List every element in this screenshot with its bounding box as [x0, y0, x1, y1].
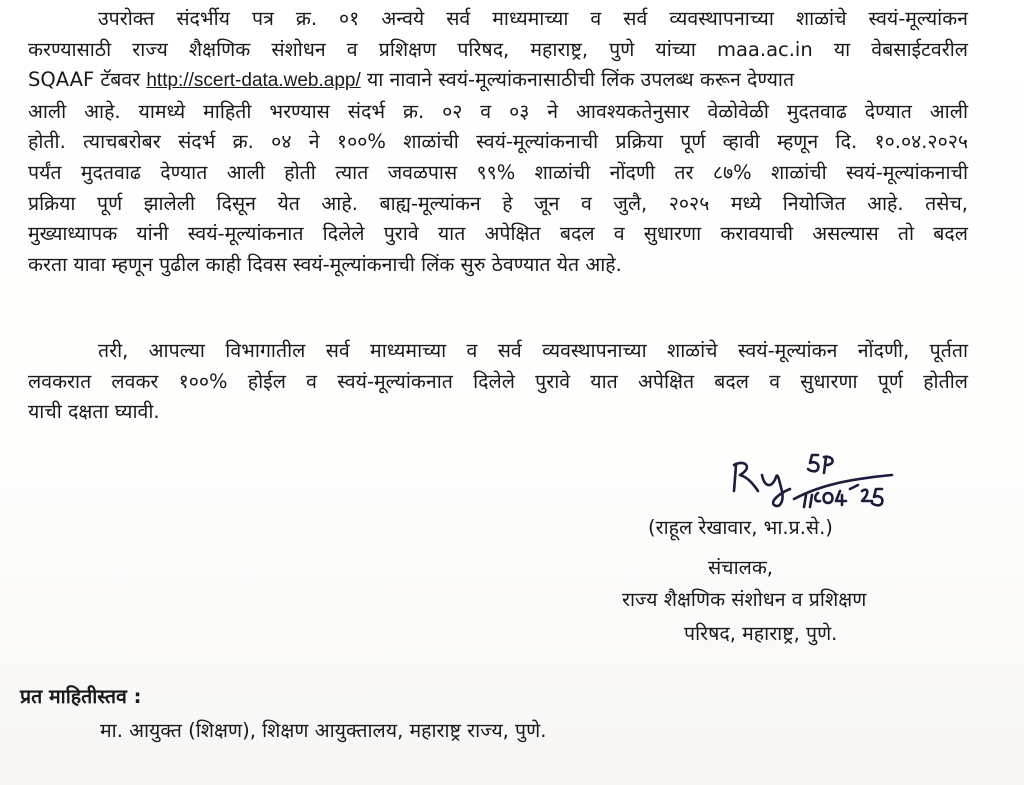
body-paragraph-2 [28, 336, 968, 428]
copy-to-item: मा. आयुक्त (शिक्षण), शिक्षण आयुक्तालय, महाराष्ट्र राज्य, पुणे. [100, 719, 547, 742]
handwritten-signature [710, 445, 920, 515]
copy-to-heading: प्रत माहितीस्तव : [20, 685, 142, 708]
paragraph-line-text: SQAAF टॅबवर [28, 68, 147, 92]
paragraph-line: करण्यासाठी राज्य शैक्षणिक संशोधन व प्रशिक्षण परिषद, महाराष्ट्र, पुणे यांच्या maa.ac.in या वेबसाईटवरील [28, 37, 968, 61]
paragraph-line: प्रक्रिया पूर्ण झालेली दिसून येत आहे. बाह्य-मूल्यांकन हे जून व जुलै, २०२५ मध्ये नियोजित आहे. तसेच, [28, 191, 968, 215]
signer-designation: संचालक, [708, 556, 774, 579]
signature-date-text: ११/०४/२५ [710, 445, 714, 446]
paragraph-line: आली आहे. यामध्ये माहिती भरण्यास संदर्भ क्र. ०२ व ०३ ने आवश्यकतेनुसार वेळोवेळी मुदतवाढ देण्यात आली [28, 99, 968, 123]
paragraph-line: तरी, आपल्या विभागातील सर्व माध्यमाच्या व सर्व व्यवस्थापनाच्या शाळांचे स्वयं-मूल्यांकन नोंदणी, पूर्तता [98, 339, 968, 362]
scert-data-link[interactable]: http://scert-data.web.app/ [146, 70, 361, 92]
paragraph-line-with-link [28, 65, 968, 97]
paragraph-line: होती. त्याचबरोबर संदर्भ क्र. ०४ ने १००% शाळांची स्वयं-मूल्यांकनाची प्रक्रिया पूर्ण व्हावी म्हणून दि. १०.०४.२०२५ [28, 130, 968, 154]
body-paragraph-1 [28, 4, 968, 280]
paragraph-line: करता यावा म्हणून पुढील काही दिवस स्वयं-मूल्यांकनाची लिंक सुरु ठेवण्यात येत आहे. [28, 252, 622, 276]
signature-block [600, 445, 960, 645]
paragraph-line: उपरोक्त संदर्भीय पत्र क्र. ०१ अन्वये सर्व माध्यमाच्या व सर्व व्यवस्थापनाच्या शाळांचे स्वयं-मूल्यांकन [98, 7, 968, 30]
paragraph-line: लवकरात लवकर १००% होईल व स्वयं-मूल्यांकनात दिलेले पुरावे यात अपेक्षित बदल व सुधारणा पूर्ण होतील [28, 369, 968, 393]
paragraph-line: पर्यंत मुदतवाढ देण्यात आली होती त्यात जवळपास ९९% शाळांची नोंदणी तर ८७% शाळांची स्वयं-मूल्यांकनाची [28, 160, 968, 184]
paragraph-line: याची दक्षता घ्यावी. [28, 400, 160, 424]
signer-organization-line-1: राज्य शैक्षणिक संशोधन व प्रशिक्षण [622, 588, 867, 611]
paragraph-line: मुख्याध्यापक यांनी स्वयं-मूल्यांकनात दिलेले पुरावे यात अपेक्षित बदल व सुधारणा करावयाची असल्यास तो बदल [28, 222, 968, 246]
signer-name: (राहूल रेखावार, भा.प्र.से.) [648, 516, 833, 539]
signer-organization-line-2: परिषद, महाराष्ट्र, पुणे. [684, 622, 838, 645]
paragraph-line-text: या नावाने स्वयं-मूल्यांकनासाठीची लिंक उपलब्ध करून देण्यात [360, 68, 795, 92]
